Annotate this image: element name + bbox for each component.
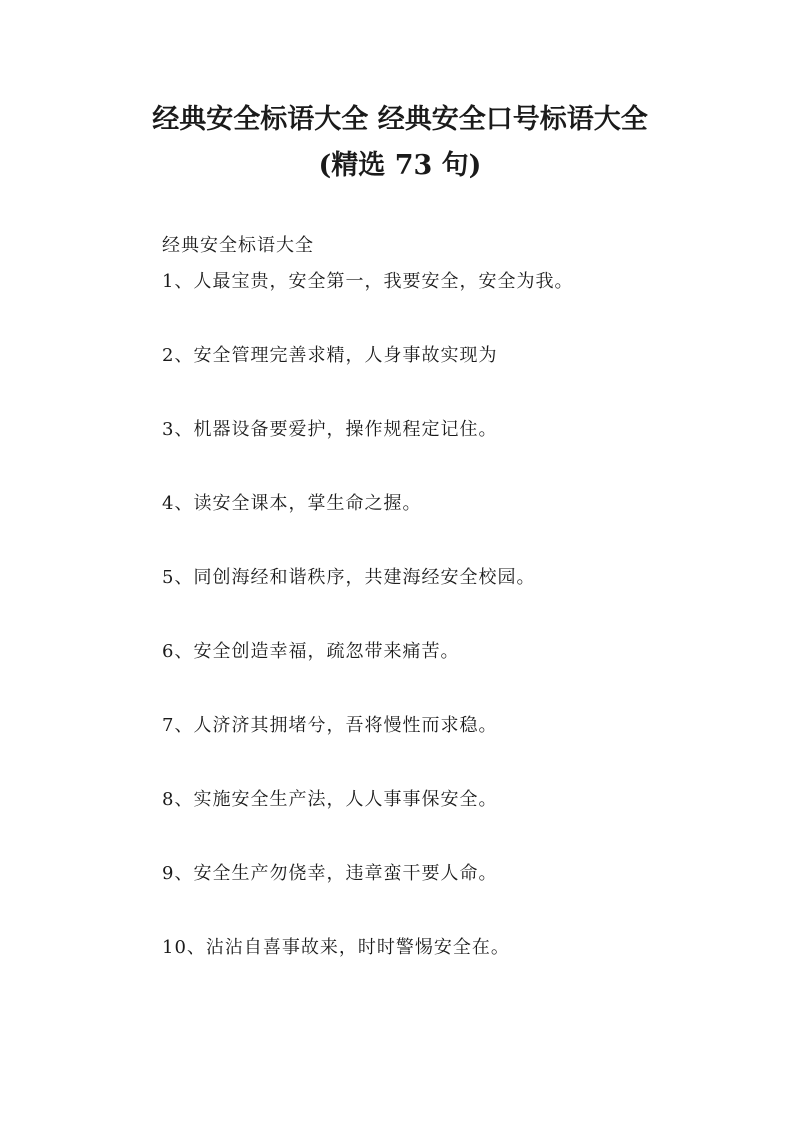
slogan-item-7: 7、人济济其拥堵兮，吾将慢性而求稳。 [162, 715, 498, 736]
slogan-item-10: 10、沾沾自喜事故来，时时警惕安全在。 [162, 937, 510, 958]
slogan-item-5: 5、同创海经和谐秩序，共建海经安全校园。 [162, 567, 536, 588]
slogan-item-2: 2、安全管理完善求精，人身事故实现为 [162, 345, 498, 366]
slogan-list [162, 268, 573, 1008]
title-line-2: (精选 73 句) [318, 150, 482, 181]
section-heading: 经典安全标语大全 [162, 235, 314, 256]
slogan-item-4: 4、读安全课本，掌生命之握。 [162, 493, 422, 514]
slogan-item-8: 8、实施安全生产法，人人事事保安全。 [162, 789, 498, 810]
document-title [80, 97, 720, 189]
title-line-1: 经典安全标语大全 经典安全口号标语大全 [152, 104, 648, 135]
slogan-item-1: 1、人最宝贵，安全第一，我要安全，安全为我。 [162, 271, 574, 292]
slogan-item-9: 9、安全生产勿侥幸，违章蛮干要人命。 [162, 863, 498, 884]
slogan-item-6: 6、安全创造幸福，疏忽带来痛苦。 [162, 641, 460, 662]
slogan-item-3: 3、机器设备要爱护，操作规程定记住。 [162, 419, 498, 440]
